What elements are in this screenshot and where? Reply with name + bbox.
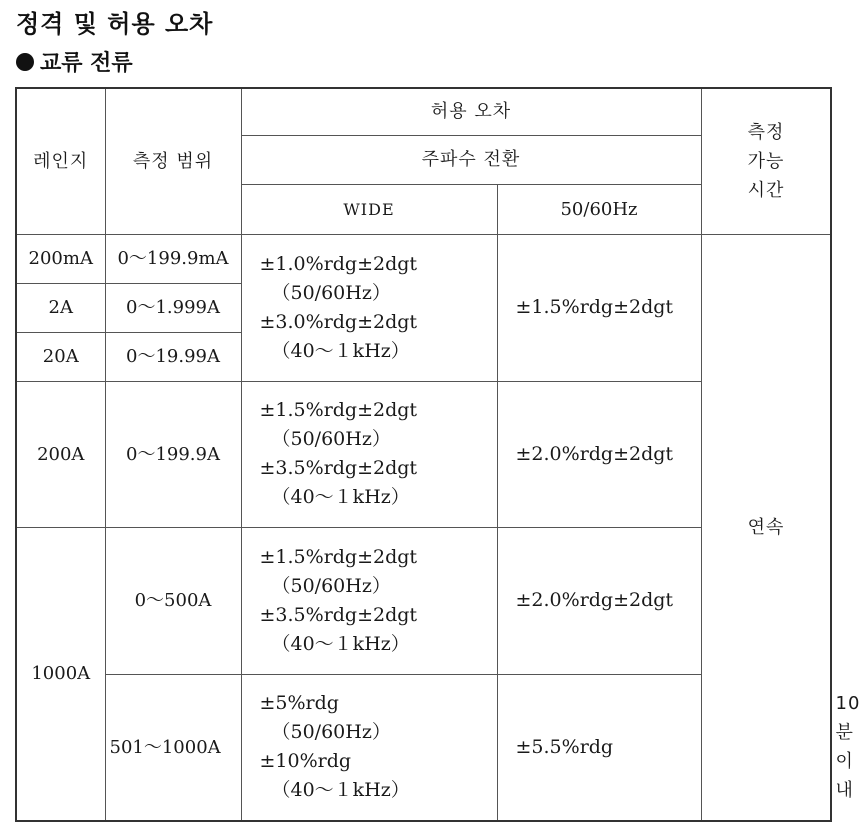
- header-wide: WIDE: [241, 184, 497, 234]
- tolerance-line: ±3.5%rdg±2dgt: [259, 603, 418, 626]
- range-cell: 2A: [16, 283, 105, 332]
- range-cell: 1000A: [16, 527, 105, 821]
- tolerance-line: ±1.5%rdg±2dgt: [259, 399, 418, 421]
- tolerance-line: （40～１kHz）: [271, 779, 410, 802]
- wide-tolerance-cell: [241, 234, 497, 381]
- header-tolerance: 허용 오차: [241, 88, 701, 135]
- header-duration-line: 가능: [747, 150, 785, 172]
- spec-table: [15, 87, 860, 822]
- section-title: [16, 46, 133, 77]
- wide-tolerance-cell: [241, 674, 497, 821]
- tolerance-line: （50/60Hz）: [271, 721, 391, 744]
- range-cell: 20A: [16, 332, 105, 381]
- page-title: 정격 및 허용 오차: [16, 10, 214, 38]
- tolerance-line: （40～１kHz）: [271, 486, 410, 508]
- header-duration-line: 측정: [747, 121, 785, 143]
- header-hz: 50/60Hz: [497, 184, 701, 234]
- table-row: 501～1000A ±5%rdg （50/60Hz） ±10%rdg （40～１kHz） ±5.5%rdg 10 분이내: [16, 674, 831, 821]
- tolerance-line: ±5%rdg: [259, 692, 339, 715]
- tolerance-line: （50/60Hz）: [271, 428, 391, 450]
- measure-cell: 0～199.9A: [105, 381, 241, 527]
- header-measure-range: 측정 범위: [105, 88, 241, 234]
- hz-tolerance-cell: ±1.5%rdg±2dgt: [497, 234, 701, 381]
- measure-cell: 0～1.999A: [105, 283, 241, 332]
- wide-tolerance-cell: [241, 527, 497, 674]
- duration-cell: 연속: [701, 234, 831, 821]
- hz-tolerance-cell: ±2.0%rdg±2dgt: [497, 381, 701, 527]
- tolerance-line: ±3.0%rdg±2dgt: [259, 310, 418, 333]
- header-range: 레인지: [16, 88, 105, 234]
- wide-tolerance-cell: [241, 381, 497, 527]
- tolerance-line: ±3.5%rdg±2dgt: [259, 457, 418, 479]
- tolerance-line: （40～１kHz）: [271, 339, 410, 362]
- measure-cell: 0～19.99A: [105, 332, 241, 381]
- tolerance-line: （50/60Hz）: [271, 281, 391, 304]
- header-duration-line: 시간: [747, 179, 785, 201]
- tolerance-line: （50/60Hz）: [271, 574, 391, 597]
- bullet-icon: [16, 53, 34, 71]
- measure-cell: 501～1000A: [105, 674, 241, 821]
- header-duration: [701, 88, 831, 234]
- hz-tolerance-cell: ±5.5%rdg: [497, 674, 701, 821]
- measure-cell: 0～199.9mA: [105, 234, 241, 283]
- range-cell: 200A: [16, 381, 105, 527]
- header-freq-switch: 주파수 전환: [241, 135, 701, 184]
- table-header-row: [16, 88, 831, 135]
- section-title-text: 교류 전류: [40, 51, 133, 76]
- tolerance-line: ±1.0%rdg±2dgt: [259, 252, 418, 275]
- tolerance-line: ±10%rdg: [259, 750, 352, 773]
- tolerance-line: ±1.5%rdg±2dgt: [259, 545, 418, 568]
- measure-cell: 0～500A: [105, 527, 241, 674]
- table-row: [16, 234, 831, 283]
- hz-tolerance-cell: ±2.0%rdg±2dgt: [497, 527, 701, 674]
- tolerance-line: （40～１kHz）: [271, 632, 410, 655]
- range-cell: 200mA: [16, 234, 105, 283]
